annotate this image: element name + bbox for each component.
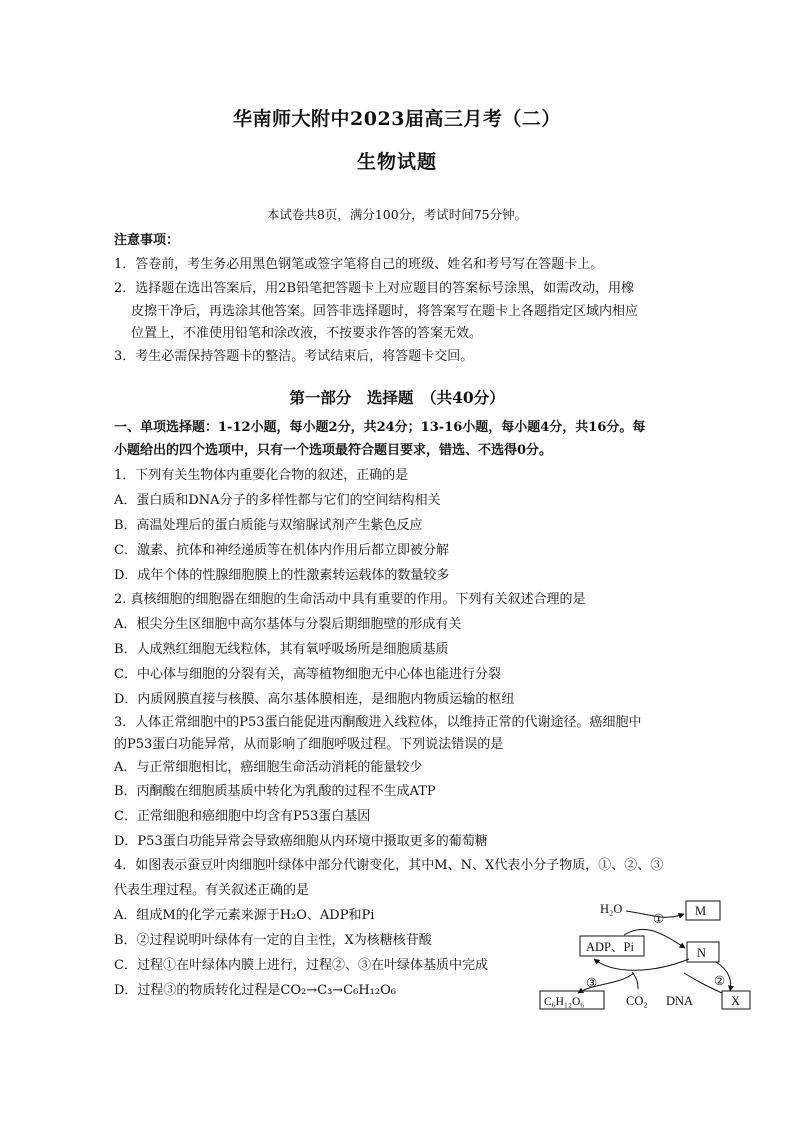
step-3-label: ③	[586, 976, 598, 990]
note-item: 位置上，不准使用铅笔和涂改液，不按要求作答的答案无效。	[131, 326, 483, 341]
question-option: B．高温处理后的蛋白质能与双缩脲试剂产生紫色反应	[114, 518, 423, 533]
n-label: N	[697, 946, 707, 960]
exam-title: 华南师大附中2023届高三月考（二）	[233, 108, 561, 130]
x-label: X	[731, 994, 741, 1008]
exam-subject: 生物试题	[356, 151, 437, 173]
notes-heading: 注意事项：	[114, 233, 180, 248]
h2o-label: H₂O	[600, 902, 623, 916]
section-instructions: 小题给出的四个选项中，只有一个选项最符合题目要求，错选、不选得0分。	[114, 443, 553, 458]
question-option: B．丙酮酸在细胞质基质中转化为乳酸的过程不生成ATP	[114, 784, 436, 799]
process-3-arrow	[594, 959, 689, 970]
question-option: C．正常细胞和癌细胞中均含有P53蛋白基因	[114, 809, 371, 824]
co2-label: CO₂	[626, 994, 648, 1008]
question-option: C．激素、抗体和神经递质等在机体内作用后都立即被分解	[114, 543, 449, 558]
question-stem: 的P53蛋白功能异常，从而影响了细胞呼吸过程。下列说法错误的是	[114, 737, 504, 752]
question-stem: 4．如图表示蚕豆叶肉细胞叶绿体中部分代谢变化，其中M、N、X代表小分子物质，①、②、③	[114, 858, 664, 873]
question-stem: 代表生理过程。有关叙述正确的是	[114, 883, 310, 898]
question-option: A．蛋白质和DNA分子的多样性都与它们的空间结构相关	[114, 493, 441, 508]
question-option: D．过程③的物质转化过程是CO₂→C₃→C₆H₁₂O₆	[114, 983, 396, 998]
note-item: 2．选择题在选出答案后，用2B铅笔把答题卡上对应题目的答案标号涂黑，如需改动，用橡	[114, 281, 635, 296]
exam-info: 本试卷共8页，满分100分，考试时间75分钟。	[266, 207, 528, 222]
part-heading: 第一部分 选择题 （共40分）	[289, 388, 505, 407]
question-stem: 2. 真核细胞的细胞器在细胞的生命活动中具有重要的作用。下列有关叙述合理的是	[114, 592, 586, 607]
question-option: D．P53蛋白功能异常会导致癌细胞从内环境中摄取更多的葡萄糖	[114, 834, 488, 849]
adp-pi-label: ADP、Pi	[586, 940, 634, 954]
question-option: B．人成熟红细胞无线粒体，其有氧呼吸场所是细胞质基质	[114, 642, 449, 657]
question-option: A．与正常细胞相比，癌细胞生命活动消耗的能量较少	[114, 760, 423, 775]
step-1-label: ①	[653, 912, 665, 926]
glucose-label: C₆H₁₂O₆	[544, 996, 585, 1008]
note-item: 1．答卷前，考生务必用黑色钢笔或签字笔将自己的班级、姓名和考号写在答题卡上。	[114, 257, 604, 272]
note-item: 皮擦干净后，再选涂其他答案。回答非选择题时，将答案写在题卡上各题指定区域内相应	[131, 304, 639, 319]
question-option: C．过程①在叶绿体内膜上进行，过程②、③在叶绿体基质中完成	[114, 958, 488, 973]
question-option: D．内质网膜直接与核膜、高尔基体膜相连，是细胞内物质运输的枢纽	[114, 692, 515, 707]
co2-link	[632, 972, 638, 989]
question-stem: 3．人体正常细胞中的P53蛋白能促进丙酮酸进入线粒体，以维持正常的代谢途径。癌细胞中	[114, 715, 642, 730]
question-stem: 1．下列有关生物体内重要化合物的叙述，正确的是	[114, 468, 409, 483]
m-label: M	[695, 904, 707, 918]
dna-label: DNA	[666, 994, 694, 1008]
chloroplast-metabolism-diagram	[534, 893, 756, 1013]
question-option: A．组成M的化学元素来源于H₂O、ADP和Pi	[114, 908, 375, 923]
question-option: B．②过程说明叶绿体有一定的自主性，X为核糖核苷酸	[114, 933, 432, 948]
note-item: 3．考生必需保持答题卡的整洁。考试结束后，将答题卡交回。	[114, 349, 474, 364]
section-instructions: 一、单项选择题：1-12小题，每小题2分，共24分；13-16小题，每小题4分，共16分。每	[114, 420, 646, 435]
question-option: A．根尖分生区细胞中高尔基体与分裂后期细胞壁的形成有关	[114, 617, 462, 632]
question-option: C．中心体与细胞的分裂有关，高等植物细胞无中心体也能进行分裂	[114, 667, 501, 682]
step-2-label: ②	[714, 974, 726, 988]
question-option: D．成年个体的性腺细胞膜上的性激素转运载体的数量较多	[114, 568, 450, 583]
